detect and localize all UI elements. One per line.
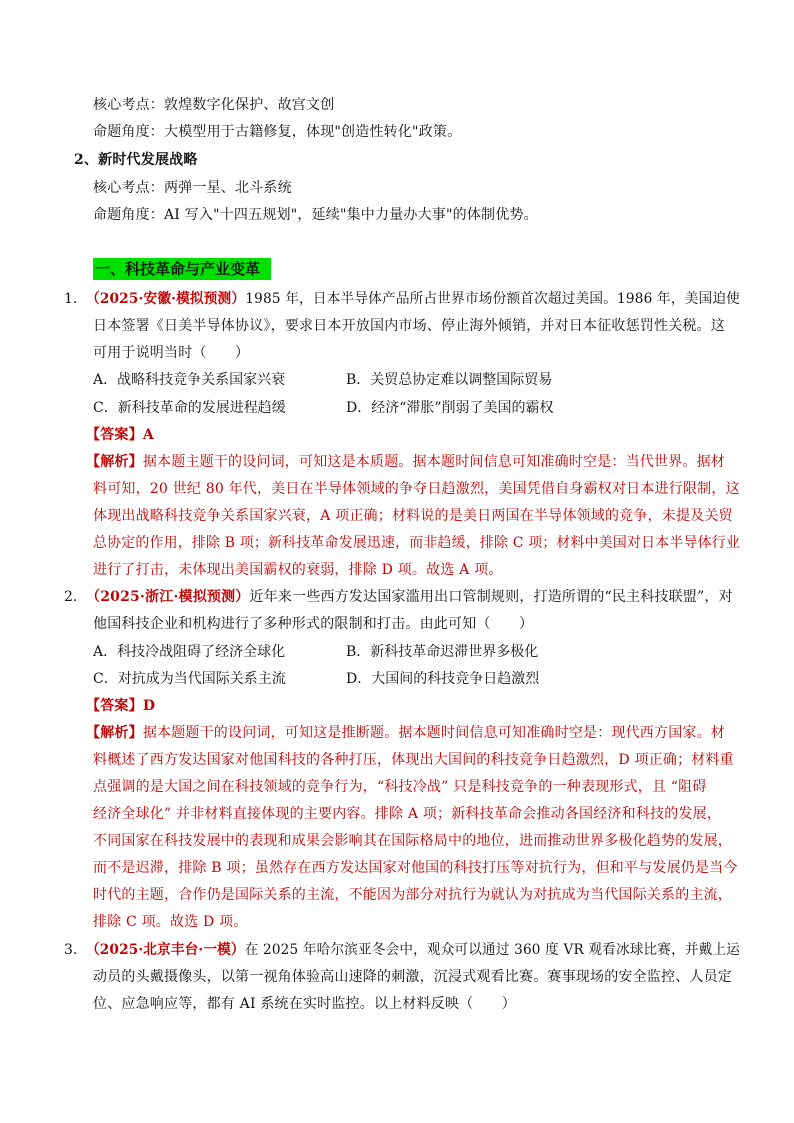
question-2-option-b: B．新科技革命迟滞世界多极化	[346, 644, 539, 660]
question-2-number: 2．	[64, 589, 87, 605]
question-1-number: 1．	[64, 291, 87, 307]
question-1-option-d: D．经济“滞胀”削弱了美国的霸权	[346, 400, 554, 416]
question-1-analysis-line-4: 总协定的作用，排除 B 项；新科技革命发展迅速，而非趋缓，排除 C 项；材料中美国对日本半导体行业	[93, 535, 741, 551]
question-1-stem-line-2: 日本签署《日美半导体协议》，要求日本开放国内市场、停止海外倾销，并对日本征收惩罚性关税。这	[93, 318, 725, 334]
question-2-answer-value: D	[142, 698, 156, 714]
intro-item-2-heading	[74, 150, 198, 170]
question-1-option-c: C．新科技革命的发展进程趋缓	[93, 400, 286, 416]
question-1-option-b: B．关贸总协定难以调整国际贸易	[346, 372, 553, 388]
question-1-analysis-line-2: 料可知，20 世纪 80 年代，美日在半导体领域的争夺日趋激烈，美国凭借自身霸权对日本进行限制，这	[93, 481, 740, 497]
question-2-analysis-line-5: 不同国家在科技发展中的表现和成果会影响其在国际格局中的地位，进而推动世界多极化趋势的发展，	[93, 833, 732, 849]
question-1-analysis-label: 【解析】	[86, 454, 143, 470]
question-3-number: 3．	[64, 942, 87, 958]
question-2-source: （2025·浙江·模拟预测）	[86, 589, 250, 605]
question-1-stem-line-1	[86, 289, 740, 309]
question-2-option-a: A．科技冷战阻碍了经济全球化	[93, 644, 286, 660]
question-1-answer-value: A	[142, 427, 154, 443]
question-2-answer-label: 【答案】	[86, 698, 143, 714]
question-2-analysis-label: 【解析】	[86, 725, 143, 741]
question-3-stem-line-1	[86, 940, 740, 960]
intro-item-2-number: 2、	[74, 152, 99, 168]
question-2-stem-line-1	[86, 587, 733, 607]
question-2-analysis-line-3: 点强调的是大国之间在科技领域的竞争行为，“科技冷战” 只是科技竞争的一种表现形式，且 “阻碍	[93, 779, 707, 795]
question-1-analysis-line-3: 体现出战略科技竞争关系国家兴衰，A 项正确；材料说的是美日两国在半导体领域的竞争，未提及关贸	[93, 508, 733, 524]
question-3-source: （2025·北京丰台·一模）	[86, 942, 245, 958]
question-1-analysis-line-1	[86, 452, 725, 472]
intro-item-2-title: 新时代发展战略	[98, 152, 198, 168]
question-2-analysis-line-1	[86, 723, 725, 743]
intro-line-4: 命题角度：AI 写入"十四五规划"，延续"集中力量办大事"的体制优势。	[93, 207, 538, 223]
section-heading: 一、科技革命与产业变革	[93, 258, 271, 280]
question-2-analysis-line-7: 时代的主题，合作仍是国际关系的主流，不能因为部分对抗行为就认为对抗成为当代国际关系的主流，	[93, 887, 732, 903]
question-1-analysis-text-1: 据本题主题干的设问词，可知这是本质题。据本题时间信息可知准确时空是：当代世界。据材	[142, 454, 726, 470]
question-2-stem-text-1: 近年来一些西方发达国家滥用出口管制规则，打造所谓的“民主科技联盟”，对	[249, 589, 733, 605]
question-2-stem-line-2: 他国科技企业和机构进行了多种形式的限制和打击。由此可知（ ）	[93, 616, 534, 632]
question-2-analysis-text-1: 据本题题干的设问词，可知这是推断题。据本题时间信息可知准确时空是：现代西方国家。材	[142, 725, 726, 741]
question-2-answer	[86, 696, 155, 716]
question-2-option-d: D．大国间的科技竞争日趋激烈	[346, 671, 540, 687]
intro-line-3: 核心考点：两弹一星、北斗系统	[93, 180, 292, 196]
question-2-analysis-line-4: 经济全球化” 并非材料直接体现的主要内容。排除 A 项；新科技革命会推动各国经济和科技的发展，	[93, 806, 722, 822]
question-2-analysis-line-6: 而不是迟滞，排除 B 项；虽然存在西方发达国家对他国的科技打压等对抗行为，但和平与发展仍是当今	[93, 860, 738, 876]
question-1-answer-label: 【答案】	[86, 427, 143, 443]
question-2-option-c: C．对抗成为当代国际关系主流	[93, 671, 286, 687]
intro-line-2: 命题角度：大模型用于古籍修复，体现"创造性转化"政策。	[93, 124, 462, 140]
question-1-analysis-line-5: 进行了打击，未体现出美国霸权的衰弱，排除 D 项。故选 A 项。	[93, 562, 503, 578]
question-1-stem-line-3: 可用于说明当时（ ）	[93, 345, 250, 361]
question-3-stem-line-3: 位、应急响应等，都有 AI 系统在实时监控。以上材料反映（ ）	[93, 996, 516, 1012]
question-1-stem-text-1: 1985 年，日本半导体产品所占世界市场份额首次超过美国。1986 年，美国迫使	[245, 291, 741, 307]
question-3-stem-line-2: 动员的头戴摄像头，以第一视角体验高山速降的刺激，沉浸式观看比赛。赛事现场的安全监控、人员定	[93, 969, 732, 985]
question-1-answer	[86, 425, 154, 445]
question-2-analysis-line-2: 料概述了西方发达国家对他国科技的各种打压，体现出大国间的科技竞争日趋激烈，D 项正确；材料重	[93, 752, 734, 768]
question-1-source: （2025·安徽·模拟预测）	[86, 291, 246, 307]
question-2-analysis-line-8: 排除 C 项。故选 D 项。	[93, 914, 248, 930]
question-1-option-a: A．战略科技竞争关系国家兴衰	[93, 372, 286, 388]
intro-line-1: 核心考点：敦煌数字化保护、故宫文创	[93, 97, 335, 113]
question-3-stem-text-1: 在 2025 年哈尔滨亚冬会中，观众可以通过 360 度 VR 观看冰球比赛，并戴上运	[244, 942, 741, 958]
